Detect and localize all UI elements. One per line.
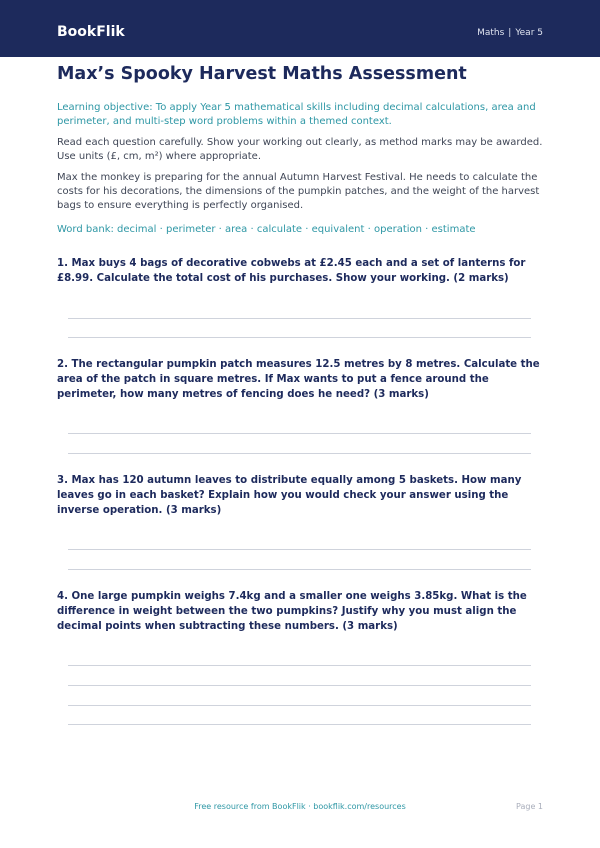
page-header (0, 0, 600, 57)
learning-objective: Learning objective: To apply Year 5 mathematical skills including decimal calculations, area and perimeter, and multi-step word problems within a themed context. (57, 102, 536, 127)
subject-breadcrumb (477, 28, 543, 38)
answer-line[interactable] (68, 724, 531, 725)
page-title: Max’s Spooky Harvest Maths Assessment (57, 64, 467, 84)
answer-line[interactable] (68, 453, 531, 454)
question-1: 1. Max buys 4 bags of decorative cobwebs at £2.45 each and a set of lanterns for £8.99. Calculate the total cost of his purchases. Show your working. (2 marks) (57, 258, 526, 284)
breadcrumb-separator: | (508, 28, 512, 38)
answer-line[interactable] (68, 337, 531, 338)
answer-line[interactable] (68, 569, 531, 570)
answer-line[interactable] (68, 318, 531, 319)
intro-text: Max the monkey is preparing for the annual Autumn Harvest Festival. He needs to calculate the costs for his decorations, the dimensions of the pumpkin patches, and the weight of the harvest bags to ensure everything is perfectly organised. (57, 172, 540, 211)
answer-line[interactable] (68, 705, 531, 706)
question-4: 4. One large pumpkin weighs 7.4kg and a smaller one weighs 3.85kg. What is the difference in weight between the two pumpkins? Justify why you must align the decimal points when subtracting these numbers. (3 marks) (57, 591, 527, 632)
question-2: 2. The rectangular pumpkin patch measures 12.5 metres by 8 metres. Calculate the area of the patch in square metres. If Max wants to put a fence around the perimeter, how many metres of fencing does he need? (3 marks) (57, 359, 540, 400)
answer-line[interactable] (68, 665, 531, 666)
subject-label: Maths (477, 28, 505, 38)
word-bank: Word bank: decimal · perimeter · area · calculate · equivalent · operation · estimate (57, 224, 476, 235)
question-3: 3. Max has 120 autumn leaves to distribute equally among 5 baskets. How many leaves go in each basket? Explain how you would check your answer using the inverse operation. (3 marks) (57, 475, 522, 516)
footer-resource-link[interactable]: Free resource from BookFlik · bookflik.com/resources (194, 802, 406, 811)
brand-logo[interactable]: BookFlik (57, 24, 125, 40)
year-label: Year 5 (515, 28, 543, 38)
answer-line[interactable] (68, 685, 531, 686)
answer-line[interactable] (68, 549, 531, 550)
instructions-text: Read each question carefully. Show your working out clearly, as method marks may be awarded. Use units (£, cm, m²) where appropriate. (57, 137, 543, 162)
page-number: Page 1 (516, 802, 543, 811)
answer-line[interactable] (68, 433, 531, 434)
